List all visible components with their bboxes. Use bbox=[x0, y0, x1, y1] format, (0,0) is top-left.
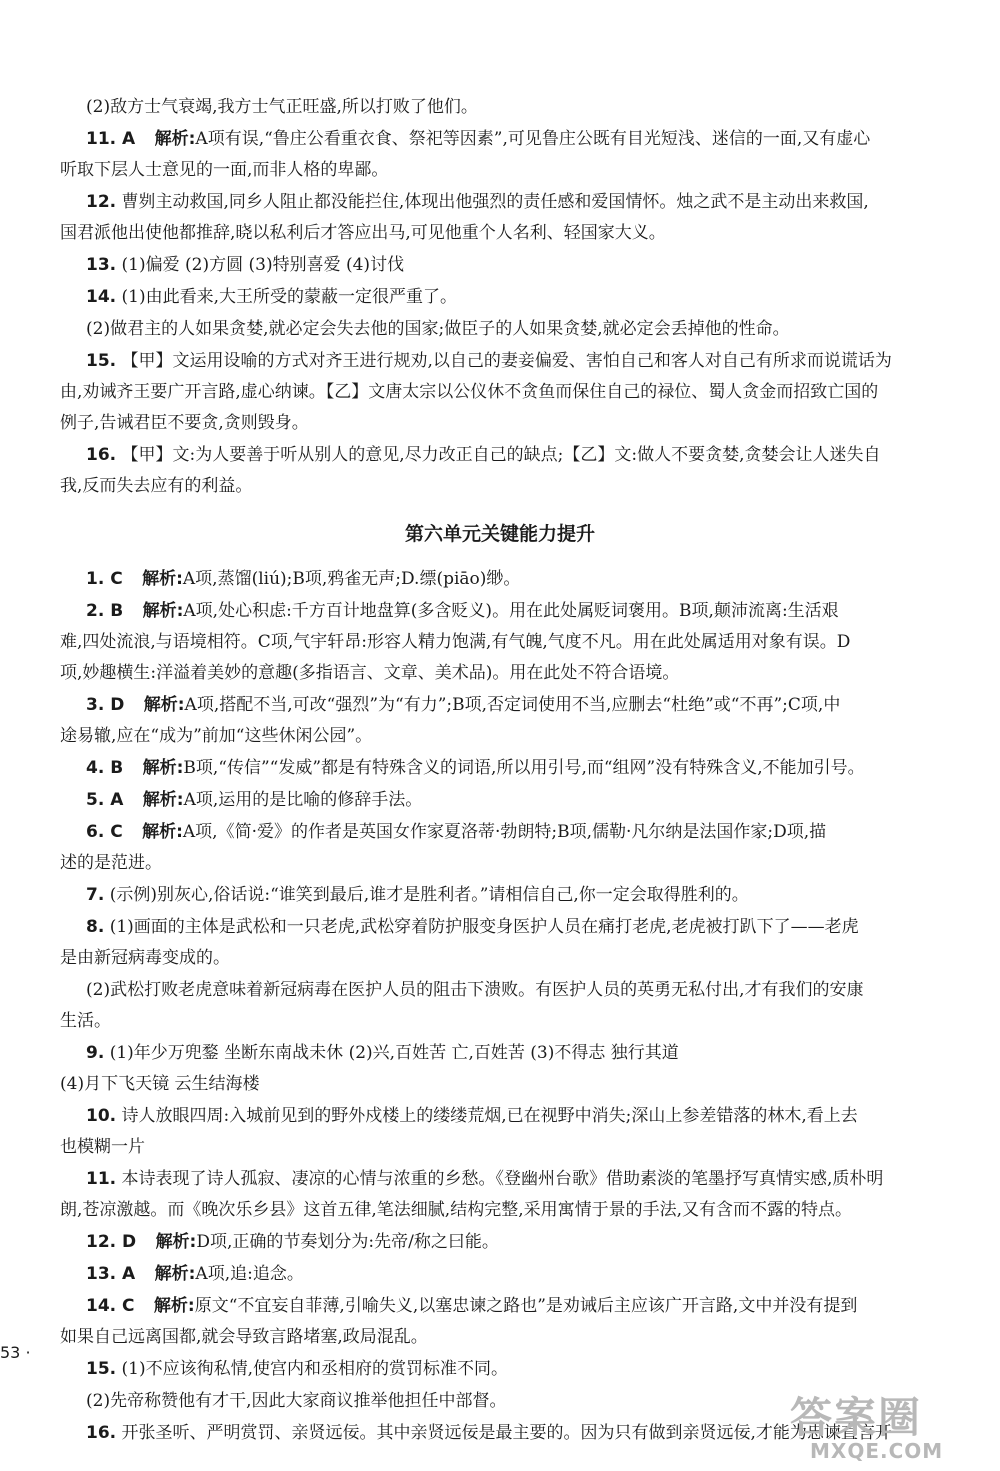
answer-text: 本诗表现了诗人孤寂、凄凉的心情与浓重的乡愁。《登幽州台歌》借助素淡的笔墨抒写真情实感,质朴明 bbox=[121, 1169, 884, 1189]
answer-line: 由,劝诫齐王要广开言路,虚心纳谏。【乙】文唐太宗以公仪休不贪鱼而保住自己的禄位、蜀人贪金而招致亡国的 bbox=[60, 382, 879, 402]
answer-item-15 bbox=[60, 350, 940, 372]
answer-item-4 bbox=[60, 757, 940, 779]
analysis-text: A项,搭配不当,可改“强烈”为“有力”;B项,否定词使用不当,应删去“杜绝”或“不再”;C项,中 bbox=[184, 695, 841, 715]
section-title: 第六单元关键能力提升 bbox=[404, 523, 595, 545]
analysis-label: 解析: bbox=[155, 1232, 197, 1252]
item-number: 12. bbox=[86, 192, 117, 212]
item-number: 16. bbox=[86, 445, 117, 465]
item-number: 1. C bbox=[86, 569, 123, 589]
answer-line: 述的是范进。 bbox=[60, 853, 162, 873]
answer-text: (1)不应该徇私情,使宫内和丞相府的赏罚标准不同。 bbox=[121, 1359, 509, 1379]
answer-item-15 bbox=[60, 1358, 940, 1380]
answer-line: 例子,告诫君臣不要贪,贪则毁身。 bbox=[60, 413, 309, 433]
item-number: 3. D bbox=[86, 695, 125, 715]
answer-item-11 bbox=[60, 128, 940, 150]
answer-line: 如果自己远离国都,就会导致言路堵塞,政局混乱。 bbox=[60, 1327, 428, 1347]
item-number: 15. bbox=[86, 351, 117, 371]
analysis-text: 原文“不宜妄自菲薄,引喻失义,以塞忠谏之路也”是劝诫后主应该广开言路,文中并没有提到 bbox=[194, 1296, 858, 1316]
page-number: 53 · bbox=[0, 1343, 31, 1362]
item-number: 14. C bbox=[86, 1296, 135, 1316]
watermark-logo bbox=[790, 1385, 990, 1465]
answer-item-13 bbox=[60, 1263, 940, 1285]
analysis-label: 解析: bbox=[142, 790, 184, 810]
answer-item-14 bbox=[60, 1295, 940, 1317]
analysis-label: 解析: bbox=[142, 758, 184, 778]
item-number: 13. A bbox=[86, 1264, 136, 1284]
answer-item-3 bbox=[60, 694, 940, 716]
answer-item-11 bbox=[60, 1168, 940, 1190]
answer-page bbox=[60, 96, 940, 1454]
answer-text: (1)由此看来,大王所受的蒙蔽一定很严重了。 bbox=[121, 287, 458, 307]
answer-text: 【甲】文运用设喻的方式对齐王进行规劝,以自己的妻妾偏爱、害怕自己和客人对自己有所求而说谎话为 bbox=[121, 351, 892, 371]
analysis-text: B项,“传信”“发威”都是有特殊含义的词语,所以用引号,而“组网”没有特殊含义,不能加引号。 bbox=[183, 758, 865, 778]
answer-item-6 bbox=[60, 821, 940, 843]
item-number: 5. A bbox=[86, 790, 124, 810]
item-number: 15. bbox=[86, 1359, 117, 1379]
answer-line: 途易辙,应在“成为”前加“这些休闲公园”。 bbox=[60, 726, 373, 746]
answer-line: (2)做君主的人如果贪婪,就必定会失去他的国家;做臣子的人如果贪婪,就必定会丢掉他的性命。 bbox=[86, 319, 790, 339]
answer-line: 生活。 bbox=[60, 1011, 111, 1031]
analysis-label: 解析: bbox=[143, 695, 185, 715]
item-number: 8. bbox=[86, 917, 105, 937]
item-number: 6. C bbox=[86, 822, 123, 842]
item-number: 7. bbox=[86, 885, 105, 905]
answer-item-16 bbox=[60, 444, 940, 466]
analysis-text: A项有误,“鲁庄公看重衣食、祭祀等因素”,可见鲁庄公既有目光短浅、迷信的一面,又有虚心 bbox=[195, 129, 871, 149]
answer-item-7 bbox=[60, 884, 940, 906]
analysis-label: 解析: bbox=[142, 601, 184, 621]
answer-item-12 bbox=[60, 191, 940, 213]
item-number: 12. D bbox=[86, 1232, 137, 1252]
answer-item-10 bbox=[60, 1105, 940, 1127]
item-number: 14. bbox=[86, 287, 117, 307]
item-number: 4. B bbox=[86, 758, 124, 778]
item-number: 13. bbox=[86, 255, 117, 275]
answer-line: (4)月下飞天镜 云生结海楼 bbox=[60, 1074, 260, 1094]
answer-item-1 bbox=[60, 568, 940, 590]
answer-line: 听取下层人士意见的一面,而非人格的卑鄙。 bbox=[60, 160, 389, 180]
answer-text: 【甲】文:为人要善于听从别人的意见,尽力改正自己的缺点;【乙】文:做人不要贪婪,贪婪会让人迷失自 bbox=[121, 445, 881, 465]
answer-line: 是由新冠病毒变成的。 bbox=[60, 948, 230, 968]
item-number: 2. B bbox=[86, 601, 124, 621]
answer-item-12 bbox=[60, 1231, 940, 1253]
answer-text: 诗人放眼四周:入城前见到的野外戍楼上的缕缕荒烟,已在视野中消失;深山上参差错落的林木,看上去 bbox=[121, 1106, 858, 1126]
answer-text: (1)年少万兜鍪 坐断东南战未休 (2)兴,百姓苦 亡,百姓苦 (3)不得志 独行其道 bbox=[109, 1043, 679, 1063]
answer-text: (1)画面的主体是武松和一只老虎,武松穿着防护服变身医护人员在痛打老虎,老虎被打趴下了——老虎 bbox=[109, 917, 859, 937]
answer-text: 开张圣听、严明赏罚、亲贤远佞。其中亲贤远佞是最主要的。因为只有做到亲贤远佞,才能为忠谏直言开 bbox=[121, 1423, 892, 1443]
answer-item-2 bbox=[60, 600, 940, 622]
item-number: 10. bbox=[86, 1106, 117, 1126]
watermark-text: 答案圈 bbox=[790, 1393, 923, 1442]
analysis-text: A项,处心积虑:千方百计地盘算(多含贬义)。用在此处属贬词褒用。B项,颠沛流离:生活艰 bbox=[183, 601, 839, 621]
analysis-text: A项,蒸馏(liú);B项,鸦雀无声;D.缥(piāo)缈。 bbox=[182, 569, 521, 589]
answer-item-13 bbox=[60, 254, 940, 276]
analysis-label: 解析: bbox=[153, 1296, 195, 1316]
answer-item-14 bbox=[60, 286, 940, 308]
analysis-label: 解析: bbox=[142, 822, 183, 842]
answer-item-9 bbox=[60, 1042, 940, 1064]
answer-item-8 bbox=[60, 916, 940, 938]
analysis-label: 解析: bbox=[154, 1264, 196, 1284]
answer-line: 国君派他出使他都推辞,晓以私利后才答应出马,可见他重个人名利、轻国家大义。 bbox=[60, 223, 666, 243]
answer-text: 曹刿主动救国,同乡人阻止都没能拦住,体现出他强烈的责任感和爱国情怀。烛之武不是主动出来救国, bbox=[121, 192, 869, 212]
answer-line: (2)武松打败老虎意味着新冠病毒在医护人员的阻击下溃败。有医护人员的英勇无私付出,才有我们的安康 bbox=[86, 980, 864, 1000]
answer-line: 项,妙趣横生:洋溢着美妙的意趣(多指语言、文章、美术品)。用在此处不符合语境。 bbox=[60, 663, 680, 683]
item-number: 11. bbox=[86, 1169, 117, 1189]
answer-text: (示例)别灰心,俗话说:“谁笑到最后,谁才是胜利者。”请相信自己,你一定会取得胜利的。 bbox=[109, 885, 749, 905]
answer-line: 朗,苍凉激越。而《晚次乐乡县》这首五律,笔法细腻,结构完整,采用寓情于景的手法,又有含而不露的特点。 bbox=[60, 1200, 853, 1220]
answer-line: (2)敌方士气衰竭,我方士气正旺盛,所以打败了他们。 bbox=[86, 97, 478, 117]
item-number: 9. bbox=[86, 1043, 105, 1063]
watermark-url: MXQE.COM bbox=[810, 1439, 944, 1463]
analysis-text: D项,正确的节奏划分为:先帝/称之曰能。 bbox=[196, 1232, 499, 1252]
analysis-text: A项,运用的是比喻的修辞手法。 bbox=[183, 790, 423, 810]
analysis-text: A项,《简·爱》的作者是英国女作家夏洛蒂·勃朗特;B项,儒勒·凡尔纳是法国作家;D项,描 bbox=[182, 822, 827, 842]
answer-line: 也模糊一片 bbox=[60, 1137, 145, 1157]
answer-item-5 bbox=[60, 789, 940, 811]
item-number: 11. A bbox=[86, 129, 136, 149]
answer-text: (1)偏爱 (2)方圆 (3)特别喜爱 (4)讨伐 bbox=[121, 255, 405, 275]
analysis-text: A项,追:追念。 bbox=[195, 1264, 304, 1284]
answer-line: 难,四处流浪,与语境相符。C项,气宇轩昂:形容人精力饱满,有气魄,气度不凡。用在此处属适用对象有误。D bbox=[60, 632, 851, 652]
analysis-label: 解析: bbox=[142, 569, 183, 589]
answer-line: (2)先帝称赞他有才干,因此大家商议推举他担任中部督。 bbox=[86, 1391, 507, 1411]
answer-line: 我,反而失去应有的利益。 bbox=[60, 476, 253, 496]
item-number: 16. bbox=[86, 1423, 117, 1443]
analysis-label: 解析: bbox=[154, 129, 196, 149]
